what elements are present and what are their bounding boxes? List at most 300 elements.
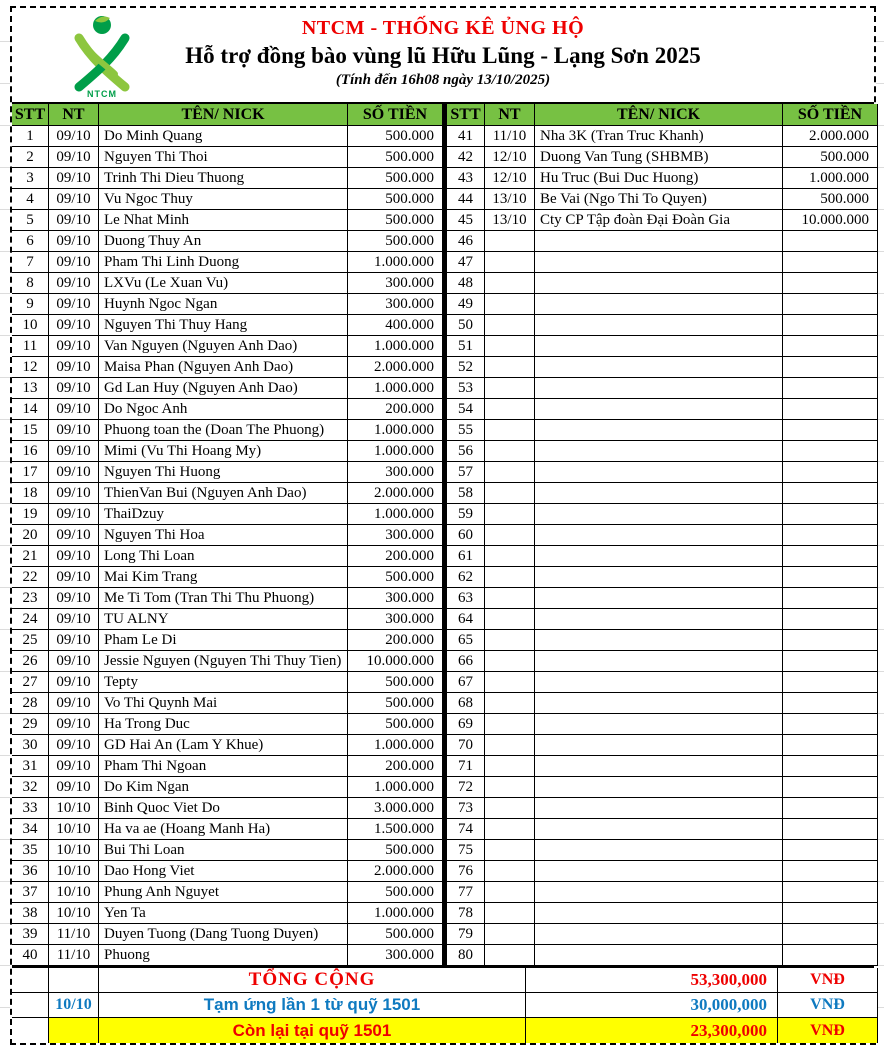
name-cell: Me Ti Tom (Tran Thi Thu Phuong)	[99, 588, 348, 609]
date-cell	[485, 315, 535, 336]
amount-cell: 500.000	[348, 693, 443, 714]
amount-cell	[783, 693, 878, 714]
stt-cell: 33	[12, 798, 49, 819]
stt-cell: 36	[12, 861, 49, 882]
date-cell	[485, 714, 535, 735]
amount-cell	[783, 840, 878, 861]
stt-cell: 15	[12, 420, 49, 441]
amount-cell: 500.000	[348, 672, 443, 693]
stt-cell: 25	[12, 630, 49, 651]
amount-cell: 1.000.000	[348, 252, 443, 273]
stt-cell: 14	[12, 399, 49, 420]
name-cell: Binh Quoc Viet Do	[99, 798, 348, 819]
amount-cell	[783, 378, 878, 399]
stt-cell: 76	[443, 861, 485, 882]
stt-cell: 18	[12, 483, 49, 504]
date-cell	[485, 504, 535, 525]
amount-cell	[783, 546, 878, 567]
amount-cell: 500.000	[348, 168, 443, 189]
stt-cell: 49	[443, 294, 485, 315]
stt-cell: 51	[443, 336, 485, 357]
date-cell: 13/10	[485, 210, 535, 231]
date-cell: 09/10	[49, 567, 99, 588]
stt-cell: 6	[12, 231, 49, 252]
amount-cell	[783, 483, 878, 504]
name-cell: Phung Anh Nguyet	[99, 882, 348, 903]
stt-cell: 72	[443, 777, 485, 798]
stt-cell: 64	[443, 609, 485, 630]
date-cell: 09/10	[49, 189, 99, 210]
name-cell: Mimi (Vu Thi Hoang My)	[99, 441, 348, 462]
name-cell: Nguyen Thi Thoi	[99, 147, 348, 168]
stt-cell: 30	[12, 735, 49, 756]
date-cell: 09/10	[49, 210, 99, 231]
amount-cell	[783, 399, 878, 420]
date-cell: 12/10	[485, 147, 535, 168]
name-cell	[535, 903, 783, 924]
amount-cell: 1.000.000	[348, 735, 443, 756]
name-cell: Tepty	[99, 672, 348, 693]
date-cell: 09/10	[49, 420, 99, 441]
amount-cell	[783, 903, 878, 924]
amount-cell: 300.000	[348, 273, 443, 294]
stt-cell: 23	[12, 588, 49, 609]
stt-cell: 77	[443, 882, 485, 903]
name-cell: Trinh Thi Dieu Thuong	[99, 168, 348, 189]
date-cell: 09/10	[49, 294, 99, 315]
stt-cell: 63	[443, 588, 485, 609]
total-date-cell	[49, 968, 99, 993]
column-header-stt: STT	[12, 104, 49, 126]
amount-cell	[783, 609, 878, 630]
stt-cell: 78	[443, 903, 485, 924]
name-cell: Nguyen Thi Thuy Hang	[99, 315, 348, 336]
name-cell	[535, 714, 783, 735]
name-cell	[535, 483, 783, 504]
amount-cell	[783, 651, 878, 672]
name-cell: GD Hai An (Lam Y Khue)	[99, 735, 348, 756]
amount-cell: 3.000.000	[348, 798, 443, 819]
amount-cell	[783, 714, 878, 735]
amount-cell: 500.000	[348, 231, 443, 252]
name-cell	[535, 924, 783, 945]
amount-cell	[783, 630, 878, 651]
name-cell	[535, 567, 783, 588]
name-cell: Dao Hong Viet	[99, 861, 348, 882]
ntcm-logo-icon	[62, 12, 144, 98]
stt-cell: 34	[12, 819, 49, 840]
name-cell	[535, 420, 783, 441]
date-cell	[485, 798, 535, 819]
stt-cell: 52	[443, 357, 485, 378]
date-cell: 09/10	[49, 735, 99, 756]
name-cell: Ha va ae (Hoang Manh Ha)	[99, 819, 348, 840]
page-title: Hỗ trợ đồng bào vùng lũ Hữu Lũng - Lạng Sơn 2025	[185, 43, 701, 68]
amount-cell: 400.000	[348, 315, 443, 336]
name-cell	[535, 546, 783, 567]
date-cell	[485, 693, 535, 714]
stt-cell: 73	[443, 798, 485, 819]
stt-cell: 55	[443, 420, 485, 441]
stt-cell: 39	[12, 924, 49, 945]
name-cell: Pham Thi Ngoan	[99, 756, 348, 777]
name-cell: Do Ngoc Anh	[99, 399, 348, 420]
amount-cell	[783, 357, 878, 378]
date-cell	[485, 630, 535, 651]
amount-cell	[783, 231, 878, 252]
date-cell	[485, 672, 535, 693]
amount-cell	[783, 672, 878, 693]
timestamp-subtitle: (Tính đến 16h08 ngày 13/10/2025)	[335, 72, 551, 88]
date-cell	[485, 441, 535, 462]
currency-label: VNĐ	[778, 968, 878, 993]
date-cell	[485, 756, 535, 777]
amount-cell: 200.000	[348, 399, 443, 420]
name-cell: Huynh Ngoc Ngan	[99, 294, 348, 315]
amount-cell	[783, 462, 878, 483]
stt-cell: 2	[12, 147, 49, 168]
stt-cell: 37	[12, 882, 49, 903]
stt-cell: 32	[12, 777, 49, 798]
amount-cell	[783, 861, 878, 882]
name-cell: Hu Truc (Bui Duc Huong)	[535, 168, 783, 189]
date-cell: 12/10	[485, 168, 535, 189]
amount-cell: 500.000	[348, 210, 443, 231]
name-cell: Pham Le Di	[99, 630, 348, 651]
advance-amount: 30,000,000	[526, 993, 778, 1018]
left-margin-gridlines	[0, 0, 10, 1049]
stt-cell: 48	[443, 273, 485, 294]
name-cell	[535, 525, 783, 546]
amount-cell: 300.000	[348, 294, 443, 315]
name-cell: Maisa Phan (Nguyen Anh Dao)	[99, 357, 348, 378]
date-cell: 09/10	[49, 546, 99, 567]
stt-cell: 1	[12, 126, 49, 147]
amount-cell	[783, 273, 878, 294]
empty-cell	[12, 968, 49, 993]
name-cell	[535, 231, 783, 252]
stt-cell: 66	[443, 651, 485, 672]
amount-cell	[783, 756, 878, 777]
name-cell	[535, 756, 783, 777]
stt-cell: 22	[12, 567, 49, 588]
stt-cell: 79	[443, 924, 485, 945]
amount-cell	[783, 819, 878, 840]
name-cell	[535, 315, 783, 336]
name-cell	[535, 861, 783, 882]
date-cell: 11/10	[485, 126, 535, 147]
column-header-name: TÊN/ NICK	[99, 104, 348, 126]
date-cell	[485, 903, 535, 924]
stt-cell: 54	[443, 399, 485, 420]
title-block	[12, 8, 874, 102]
amount-cell: 500.000	[348, 126, 443, 147]
amount-cell	[783, 252, 878, 273]
name-cell: Vo Thi Quynh Mai	[99, 693, 348, 714]
amount-cell: 1.000.000	[348, 420, 443, 441]
date-cell: 09/10	[49, 483, 99, 504]
amount-cell: 500.000	[348, 189, 443, 210]
date-cell	[485, 252, 535, 273]
date-cell	[485, 945, 535, 966]
empty-cell	[12, 993, 49, 1018]
name-cell: Phuong toan the (Doan The Phuong)	[99, 420, 348, 441]
stt-cell: 8	[12, 273, 49, 294]
stt-cell: 12	[12, 357, 49, 378]
amount-cell: 500.000	[348, 147, 443, 168]
name-cell	[535, 273, 783, 294]
column-header-nt: NT	[49, 104, 99, 126]
grand-total-label: TỔNG CỘNG	[99, 968, 526, 993]
date-cell	[485, 378, 535, 399]
name-cell: ThaiDzuy	[99, 504, 348, 525]
stt-cell: 28	[12, 693, 49, 714]
amount-cell: 500.000	[348, 924, 443, 945]
amount-cell: 300.000	[348, 462, 443, 483]
date-cell	[485, 273, 535, 294]
date-cell: 09/10	[49, 126, 99, 147]
date-cell	[485, 357, 535, 378]
name-cell: Duyen Tuong (Dang Tuong Duyen)	[99, 924, 348, 945]
stt-cell: 20	[12, 525, 49, 546]
name-cell	[535, 672, 783, 693]
org-title: NTCM - THỐNG KÊ ỦNG HỘ	[301, 17, 585, 39]
date-cell	[485, 651, 535, 672]
amount-cell: 10.000.000	[783, 210, 878, 231]
stt-cell: 67	[443, 672, 485, 693]
currency-label: VNĐ	[778, 1018, 878, 1043]
stt-cell: 7	[12, 252, 49, 273]
amount-cell: 2.000.000	[348, 357, 443, 378]
stt-cell: 68	[443, 693, 485, 714]
date-cell	[485, 840, 535, 861]
amount-cell	[783, 945, 878, 966]
stt-cell: 29	[12, 714, 49, 735]
amount-cell	[783, 924, 878, 945]
name-cell: Le Nhat Minh	[99, 210, 348, 231]
stt-cell: 24	[12, 609, 49, 630]
column-header-amount: SỐ TIỀN	[348, 104, 443, 126]
stt-cell: 43	[443, 168, 485, 189]
date-cell: 09/10	[49, 672, 99, 693]
name-cell: Bui Thi Loan	[99, 840, 348, 861]
amount-cell	[783, 336, 878, 357]
date-cell: 10/10	[49, 903, 99, 924]
date-cell	[485, 861, 535, 882]
name-cell	[535, 609, 783, 630]
name-cell	[535, 336, 783, 357]
name-cell	[535, 630, 783, 651]
name-cell: Be Vai (Ngo Thi To Quyen)	[535, 189, 783, 210]
date-cell: 09/10	[49, 147, 99, 168]
stt-cell: 80	[443, 945, 485, 966]
name-cell	[535, 840, 783, 861]
stt-cell: 11	[12, 336, 49, 357]
amount-cell: 1.000.000	[348, 441, 443, 462]
name-cell: Ha Trong Duc	[99, 714, 348, 735]
stt-cell: 46	[443, 231, 485, 252]
name-cell: Yen Ta	[99, 903, 348, 924]
name-cell	[535, 798, 783, 819]
name-cell	[535, 357, 783, 378]
amount-cell: 1.000.000	[348, 378, 443, 399]
date-cell: 09/10	[49, 777, 99, 798]
date-cell: 09/10	[49, 357, 99, 378]
date-cell	[485, 777, 535, 798]
date-cell: 09/10	[49, 273, 99, 294]
date-cell	[485, 336, 535, 357]
stt-cell: 62	[443, 567, 485, 588]
stt-cell: 19	[12, 504, 49, 525]
date-cell: 09/10	[49, 252, 99, 273]
stt-cell: 50	[443, 315, 485, 336]
stt-cell: 45	[443, 210, 485, 231]
name-cell	[535, 735, 783, 756]
date-cell	[485, 231, 535, 252]
amount-cell: 500.000	[348, 714, 443, 735]
name-cell: Do Kim Ngan	[99, 777, 348, 798]
name-cell: Nha 3K (Tran Truc Khanh)	[535, 126, 783, 147]
amount-cell: 300.000	[348, 525, 443, 546]
name-cell: Phuong	[99, 945, 348, 966]
amount-cell	[783, 504, 878, 525]
stt-cell: 60	[443, 525, 485, 546]
date-cell	[485, 882, 535, 903]
amount-cell: 500.000	[348, 882, 443, 903]
date-cell: 09/10	[49, 168, 99, 189]
stt-cell: 9	[12, 294, 49, 315]
amount-cell: 300.000	[348, 609, 443, 630]
stt-cell: 75	[443, 840, 485, 861]
amount-cell: 500.000	[348, 840, 443, 861]
svg-text:NTCM: NTCM	[87, 89, 117, 98]
stt-cell: 27	[12, 672, 49, 693]
name-cell	[535, 294, 783, 315]
amount-cell: 1.000.000	[348, 504, 443, 525]
name-cell: TU ALNY	[99, 609, 348, 630]
stt-cell: 26	[12, 651, 49, 672]
remaining-date-cell	[49, 1018, 99, 1043]
name-cell: Pham Thi Linh Duong	[99, 252, 348, 273]
date-cell: 09/10	[49, 588, 99, 609]
column-header-nt: NT	[485, 104, 535, 126]
stt-cell: 41	[443, 126, 485, 147]
date-cell: 09/10	[49, 462, 99, 483]
date-cell	[485, 462, 535, 483]
amount-cell	[783, 525, 878, 546]
amount-cell: 200.000	[348, 546, 443, 567]
stt-cell: 74	[443, 819, 485, 840]
date-cell	[485, 294, 535, 315]
amount-cell	[783, 798, 878, 819]
amount-cell	[783, 735, 878, 756]
amount-cell: 500.000	[783, 189, 878, 210]
amount-cell: 500.000	[348, 567, 443, 588]
date-cell	[485, 924, 535, 945]
date-cell: 10/10	[49, 798, 99, 819]
name-cell: Mai Kim Trang	[99, 567, 348, 588]
name-cell	[535, 882, 783, 903]
name-cell	[535, 777, 783, 798]
amount-cell	[783, 777, 878, 798]
stt-cell: 59	[443, 504, 485, 525]
stt-cell: 44	[443, 189, 485, 210]
date-cell: 09/10	[49, 525, 99, 546]
date-cell: 09/10	[49, 630, 99, 651]
amount-cell	[783, 294, 878, 315]
amount-cell: 10.000.000	[348, 651, 443, 672]
stt-cell: 42	[443, 147, 485, 168]
amount-cell: 1.000.000	[783, 168, 878, 189]
date-cell: 09/10	[49, 399, 99, 420]
date-cell	[485, 735, 535, 756]
amount-cell: 1.000.000	[348, 903, 443, 924]
date-cell	[485, 588, 535, 609]
stt-cell: 69	[443, 714, 485, 735]
name-cell: Van Nguyen (Nguyen Anh Dao)	[99, 336, 348, 357]
amount-cell	[783, 441, 878, 462]
date-cell	[485, 546, 535, 567]
stt-cell: 16	[12, 441, 49, 462]
amount-cell	[783, 420, 878, 441]
name-cell: ThienVan Bui (Nguyen Anh Dao)	[99, 483, 348, 504]
name-cell	[535, 399, 783, 420]
name-cell	[535, 378, 783, 399]
date-cell: 10/10	[49, 882, 99, 903]
currency-label: VNĐ	[778, 993, 878, 1018]
stt-cell: 13	[12, 378, 49, 399]
amount-cell	[783, 315, 878, 336]
date-cell	[485, 483, 535, 504]
stt-cell: 21	[12, 546, 49, 567]
print-area	[10, 6, 876, 1045]
stt-cell: 3	[12, 168, 49, 189]
stt-cell: 61	[443, 546, 485, 567]
date-cell: 09/10	[49, 756, 99, 777]
stt-cell: 38	[12, 903, 49, 924]
amount-cell: 2.000.000	[348, 483, 443, 504]
name-cell	[535, 945, 783, 966]
name-cell	[535, 819, 783, 840]
amount-cell: 1.000.000	[348, 777, 443, 798]
date-cell	[485, 525, 535, 546]
advance-date-cell: 10/10	[49, 993, 99, 1018]
date-cell: 09/10	[49, 693, 99, 714]
name-cell: Long Thi Loan	[99, 546, 348, 567]
name-cell: Duong Van Tung (SHBMB)	[535, 147, 783, 168]
stt-cell: 65	[443, 630, 485, 651]
date-cell	[485, 567, 535, 588]
column-header-amount: SỐ TIỀN	[783, 104, 878, 126]
name-cell: Jessie Nguyen (Nguyen Thi Thuy Tien)	[99, 651, 348, 672]
amount-cell	[783, 882, 878, 903]
name-cell: Do Minh Quang	[99, 126, 348, 147]
stt-cell: 4	[12, 189, 49, 210]
stt-cell: 17	[12, 462, 49, 483]
date-cell	[485, 420, 535, 441]
remaining-amount: 23,300,000	[526, 1018, 778, 1043]
remaining-label: Còn lại tại quỹ 1501	[99, 1018, 526, 1043]
stt-cell: 40	[12, 945, 49, 966]
name-cell	[535, 693, 783, 714]
grand-total-amount: 53,300,000	[526, 968, 778, 993]
stt-cell: 71	[443, 756, 485, 777]
amount-cell: 2.000.000	[783, 126, 878, 147]
amount-cell: 2.000.000	[348, 861, 443, 882]
amount-cell: 1.000.000	[348, 336, 443, 357]
amount-cell: 300.000	[348, 588, 443, 609]
stt-cell: 56	[443, 441, 485, 462]
